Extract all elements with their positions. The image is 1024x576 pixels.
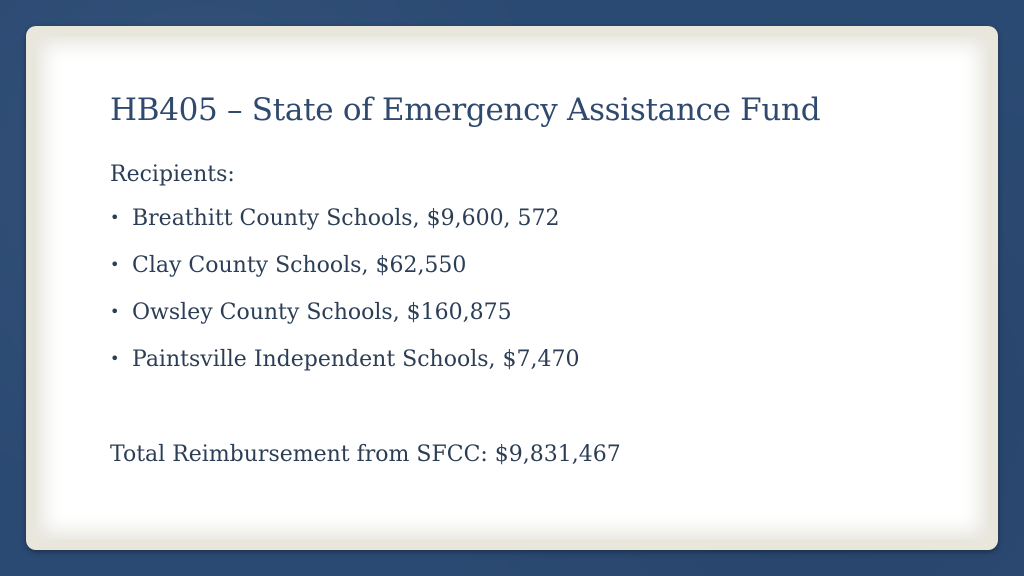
recipients-list: [110, 202, 580, 390]
list-item: [110, 296, 580, 343]
list-item: [110, 249, 580, 296]
slide-title: HB405 – State of Emergency Assistance Fund: [110, 92, 821, 128]
recipients-label: Recipients:: [110, 162, 235, 187]
total-reimbursement: Total Reimbursement from SFCC: $9,831,467: [110, 442, 621, 467]
bullet-icon: •: [110, 255, 120, 274]
list-item: [110, 343, 580, 390]
recipient-text: Clay County Schools, $62,550: [132, 253, 467, 278]
slide-frame: [26, 26, 998, 550]
recipient-text: Paintsville Independent Schools, $7,470: [132, 347, 580, 372]
recipient-text: Owsley County Schools, $160,875: [132, 300, 512, 325]
bullet-icon: •: [110, 302, 120, 321]
slide-content: [36, 36, 988, 540]
bullet-icon: •: [110, 349, 120, 368]
recipient-text: Breathitt County Schools, $9,600, 572: [132, 206, 560, 231]
bullet-icon: •: [110, 208, 120, 227]
list-item: [110, 202, 580, 249]
